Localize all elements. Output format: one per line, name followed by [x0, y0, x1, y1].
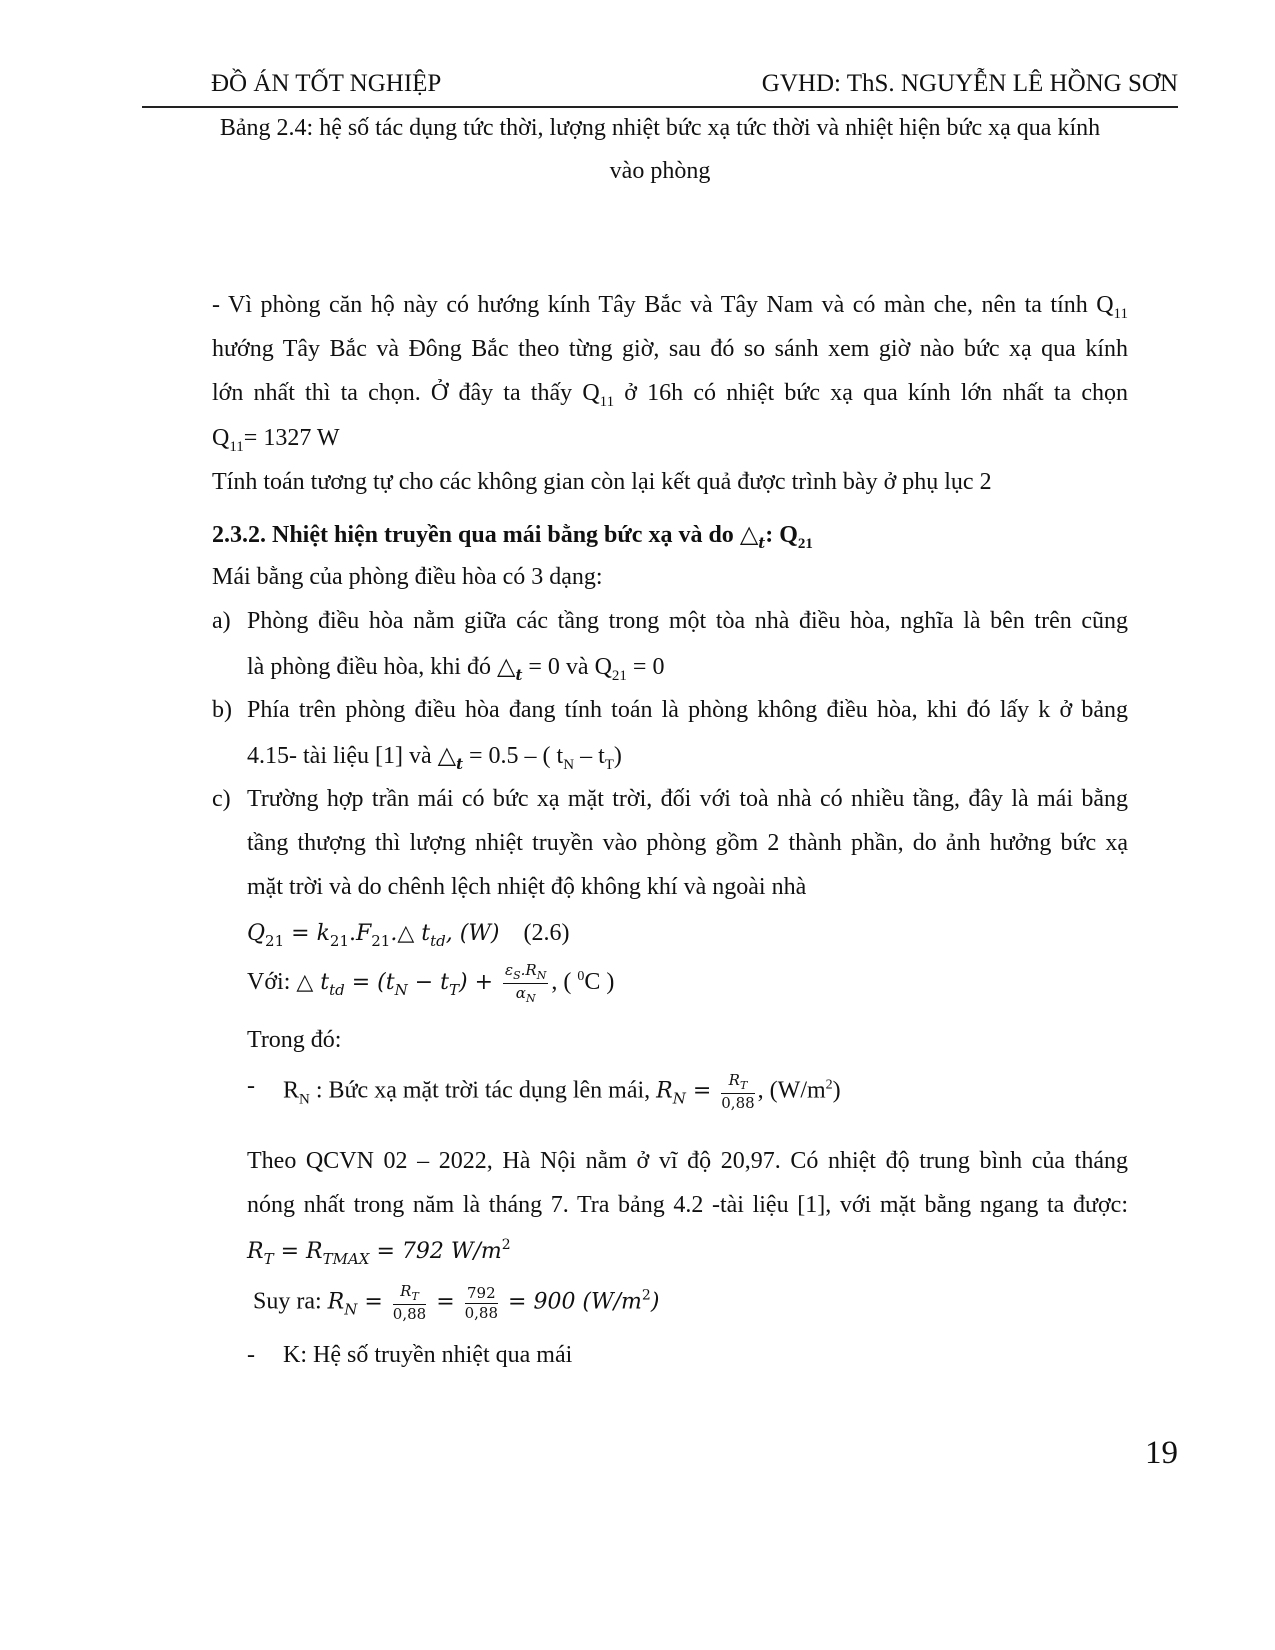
para1-line3: lớn nhất thì ta chọn. Ở đây ta thấy $Q_{11}$ ở 16h có nhiệt bức xạ qua kính lớn nhất ta chọn — [212, 380, 1128, 410]
table-caption-line2: vào phòng — [609, 158, 711, 184]
qcvn-line1: Theo QCVN 02 – 2022, Hà Nội nằm ở vĩ độ 20,97. Có nhiệt độ trung bình của tháng — [247, 1148, 1128, 1174]
k-bullet-dash: - — [247, 1342, 255, 1368]
page-header — [142, 70, 1178, 108]
fraction-rt-088: $\frac{R_T}{0,88}$ — [721, 1071, 755, 1112]
item-b-line2: 4.15- tài liệu [1] và $\triangle_t = 0.5$ – ( $t_N - t_T$) — [247, 743, 622, 773]
fraction-rt-088-b: $\frac{R_T}{0,88}$ — [392, 1282, 427, 1323]
qcvn-line2: nóng nhất trong năm là tháng 7. Tra bảng 4.2 -tài liệu [1], với mặt bằng ngang ta được: — [247, 1192, 1128, 1218]
item-a-label: a) — [212, 608, 231, 634]
suy-ra-equation: Suy ra: $R_N$ = $\frac{R_T}{0,88}$ = $\frac{792}{0,88}$ = 900 $(W/m^2)$ — [253, 1282, 660, 1323]
intro-text: Mái bằng của phòng điều hòa có 3 dạng: — [212, 564, 603, 590]
item-c-line2: tầng thượng thì lượng nhiệt truyền vào phòng gồm 2 thành phần, do ảnh hưởng bức xạ — [247, 830, 1128, 856]
item-a-line1: Phòng điều hòa nằm giữa các tầng trong một tòa nhà điều hòa, nghĩa là bên trên cũng — [247, 608, 1128, 634]
para1-line2: hướng Tây Bắc và Đông Bắc theo từng giờ, sau đó so sánh xem giờ nào bức xạ qua kính — [212, 336, 1128, 362]
table-caption-line1: Bảng 2.4: hệ số tác dụng tức thời, lượng nhiệt bức xạ tức thời và nhiệt hiện bức xạ qua kính — [219, 115, 1101, 141]
rt-equation: $R_T = R_{TMAX} = 792$ $W/m^2$ — [247, 1237, 511, 1268]
k-definition: K: Hệ số truyền nhiệt qua mái — [283, 1342, 573, 1368]
fraction-792-088: $\frac{792}{0,88}$ — [464, 1283, 499, 1322]
with-equation: Với: △ $t_{td} = (t_N - t_T)$ + $\frac{\varepsilon_S.R_N}{\alpha_N}$ , ( $^0$C ) — [247, 961, 615, 1005]
equation-number: (2.6) — [523, 920, 570, 946]
para1-line4: $Q_{11}= 1327$ W — [212, 425, 340, 455]
item-b-line1: Phía trên phòng điều hòa đang tính toán là phòng không điều hòa, khi đó lấy k ở bảng — [247, 697, 1128, 723]
item-c-line1: Trường hợp trần mái có bức xạ mặt trời, đối với toà nhà có nhiều tầng, đây là mái bằng — [247, 786, 1128, 812]
item-b-label: b) — [212, 697, 232, 723]
page-number: 19 — [1145, 1435, 1178, 1471]
item-c-label: c) — [212, 786, 231, 812]
para2: Tính toán tương tự cho các không gian còn lại kết quả được trình bày ở phụ lục 2 — [212, 469, 992, 495]
rn-definition: $R_N$ : Bức xạ mặt trời tác dụng lên mái, $R_N$ = $\frac{R_T}{0,88}$ , $(W/m^2)$ — [283, 1071, 841, 1112]
section-heading: 2.3.2. Nhiệt hiện truyền qua mái bằng bức xạ và do $\triangle_t$: $Q_{21}$ — [212, 522, 813, 552]
header-left: ĐỒ ÁN TỐT NGHIỆP — [211, 70, 442, 97]
equation-2-6: $Q_{21}$ = $k_{21}.F_{21}.\triangle$ $t_{td}$, (W) (2.6) — [247, 920, 570, 950]
fraction-eps-rn-alpha: $\frac{\varepsilon_S.R_N}{\alpha_N}$ — [505, 961, 547, 1005]
para1-line1: - Vì phòng căn hộ này có hướng kính Tây Bắc và Tây Nam và có màn che, nên ta tính $Q_{11}$ — [212, 292, 1128, 322]
trong-do: Trong đó: — [247, 1027, 342, 1053]
rn-bullet-dash: - — [247, 1073, 255, 1099]
item-a-line2: là phòng điều hòa, khi đó $\triangle_t = 0$ và $Q_{21} = 0$ — [247, 654, 665, 684]
item-c-line3: mặt trời và do chênh lệch nhiệt độ không khí và ngoài nhà — [247, 874, 807, 900]
header-right: GVHD: ThS. NGUYỄN LÊ HỒNG SƠN — [761, 70, 1178, 97]
